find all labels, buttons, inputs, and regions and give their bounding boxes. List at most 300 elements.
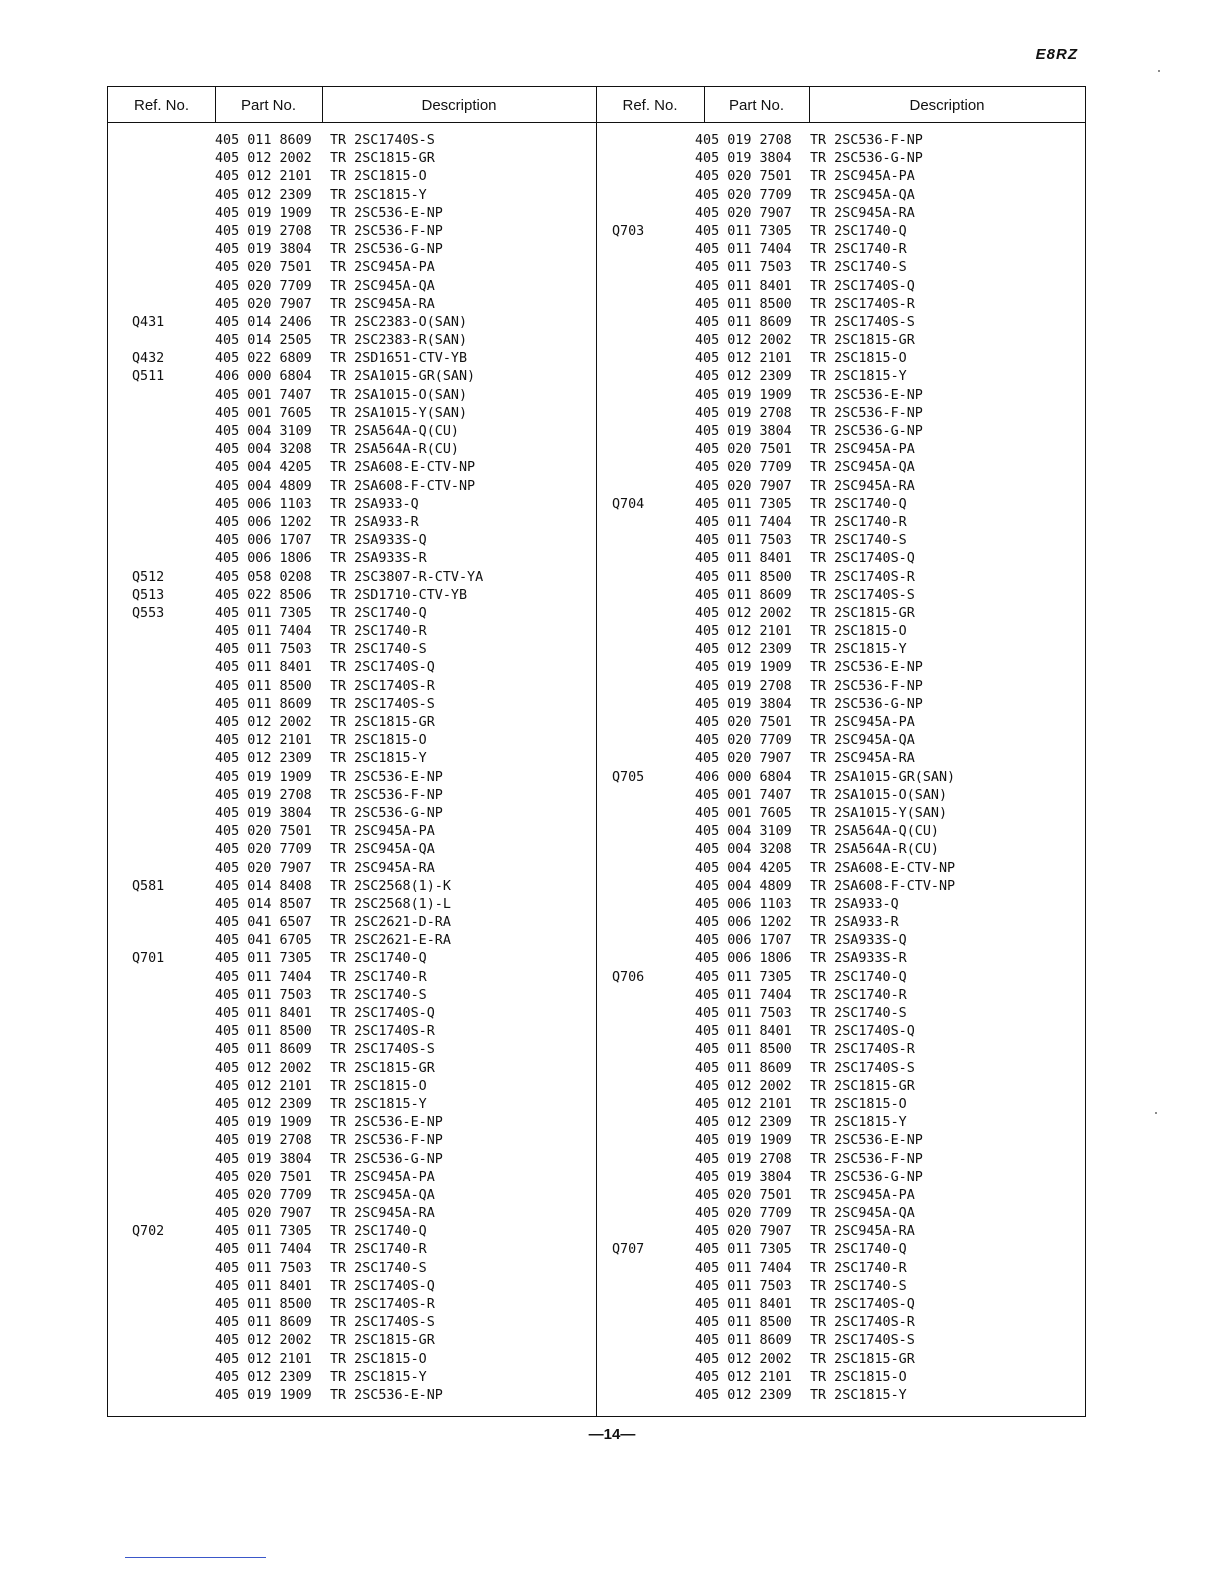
description: TR 2SC1740S-S xyxy=(330,1042,435,1058)
part-no: 405 011 7503 xyxy=(215,1260,312,1276)
part-no: 405 012 2002 xyxy=(695,333,792,349)
table-row xyxy=(596,1114,1085,1132)
part-no: 405 006 1103 xyxy=(215,496,312,512)
part-no: 405 019 1909 xyxy=(215,769,312,785)
part-no: 405 006 1707 xyxy=(695,933,792,949)
header-part-left: Part No. xyxy=(240,97,297,114)
part-no: 405 011 7305 xyxy=(695,223,792,239)
part-no: 405 019 2708 xyxy=(695,133,792,148)
part-no: 405 001 7407 xyxy=(695,787,792,803)
table-row xyxy=(108,914,596,932)
description: TR 2SC1815-GR xyxy=(330,715,435,730)
description: TR 2SC1815-Y xyxy=(330,1096,427,1112)
part-no: 405 004 3109 xyxy=(695,824,792,840)
part-no: 405 020 7907 xyxy=(215,296,312,312)
part-no: 405 012 2309 xyxy=(695,369,792,385)
description: TR 2SA608-F-CTV-NP xyxy=(810,878,956,894)
table-row xyxy=(108,605,596,623)
table-row xyxy=(108,769,596,787)
part-no: 405 011 8500 xyxy=(695,569,792,585)
part-no: 405 011 7305 xyxy=(215,951,312,967)
description: TR 2SC536-G-NP xyxy=(810,1169,923,1185)
description: TR 2SC536-F-NP xyxy=(330,787,443,803)
table-row xyxy=(596,223,1085,241)
description: TR 2SA933S-R xyxy=(810,951,907,967)
part-no: 405 006 1103 xyxy=(695,896,792,912)
table-row xyxy=(596,278,1085,296)
part-no: 405 041 6507 xyxy=(215,915,312,931)
part-no: 405 011 8401 xyxy=(215,1278,312,1294)
description: TR 2SC1815-O xyxy=(330,1078,427,1094)
description: TR 2SC2621-E-RA xyxy=(330,933,451,949)
description: TR 2SC945A-PA xyxy=(330,1169,435,1185)
part-no: 405 011 7503 xyxy=(695,260,792,276)
table-row xyxy=(596,550,1085,568)
table-row xyxy=(108,496,596,514)
part-no: 405 011 8500 xyxy=(695,296,792,312)
description: TR 2SC1740-S xyxy=(330,1260,427,1276)
parts-table xyxy=(107,86,1086,1417)
description: TR 2SC1815-O xyxy=(330,733,427,749)
table-row xyxy=(596,496,1085,514)
part-no: 405 004 4809 xyxy=(695,878,792,894)
part-no: 405 012 2309 xyxy=(695,1115,792,1131)
header-desc-left: Description xyxy=(421,97,497,114)
description: TR 2SC1740-Q xyxy=(810,969,907,985)
description: TR 2SC1740S-R xyxy=(810,296,915,312)
description: TR 2SA933S-Q xyxy=(810,933,907,949)
part-no: 405 019 2708 xyxy=(695,405,792,421)
table-row xyxy=(596,1187,1085,1205)
header-desc-right: Description xyxy=(909,97,985,114)
part-no: 405 011 7503 xyxy=(695,1006,792,1021)
description: TR 2SC1740-S xyxy=(810,533,907,549)
table-row xyxy=(596,1223,1085,1241)
description: TR 2SC1740S-S xyxy=(810,1333,915,1349)
table-row xyxy=(108,205,596,223)
model-code: E8RZ xyxy=(1035,46,1078,63)
part-no: 405 012 2309 xyxy=(695,642,792,658)
description: TR 2SC536-G-NP xyxy=(810,696,923,712)
page-number: —14— xyxy=(588,1426,636,1443)
part-no: 405 011 8500 xyxy=(695,1315,792,1331)
table-row xyxy=(108,350,596,368)
part-no: 405 020 7501 xyxy=(695,442,792,458)
ref-no: Q513 xyxy=(132,587,165,603)
description: TR 2SC1740S-S xyxy=(810,314,915,330)
part-no: 405 020 7907 xyxy=(695,205,792,221)
description: TR 2SC536-E-NP xyxy=(810,387,923,403)
header-ref-left: Ref. No. xyxy=(133,97,190,114)
description: TR 2SC2568(1)-K xyxy=(330,878,451,894)
description: TR 2SC2383-R(SAN) xyxy=(330,333,468,349)
table-row xyxy=(108,550,596,568)
description: TR 2SC1740-Q xyxy=(810,496,907,512)
description: TR 2SD1651-CTV-YB xyxy=(330,351,468,367)
table-row xyxy=(108,423,596,441)
description: TR 2SC1740S-S xyxy=(810,587,915,603)
part-no: 405 020 7709 xyxy=(695,460,792,476)
table-row xyxy=(596,969,1085,987)
table-row xyxy=(596,950,1085,968)
table-row xyxy=(596,860,1085,878)
table-row xyxy=(596,1260,1085,1278)
part-no: 405 012 2002 xyxy=(695,605,792,621)
table-row xyxy=(596,623,1085,641)
part-no: 405 020 7907 xyxy=(215,1206,312,1222)
ref-no: Q701 xyxy=(132,951,165,967)
part-no: 405 020 7907 xyxy=(695,751,792,767)
table-row xyxy=(596,914,1085,932)
part-no: 405 011 7404 xyxy=(695,242,792,258)
part-no: 405 001 7605 xyxy=(695,805,792,821)
part-no: 405 011 8401 xyxy=(695,1297,792,1312)
table-row xyxy=(108,150,596,168)
description: TR 2SC945A-RA xyxy=(330,296,435,312)
description: TR 2SA608-F-CTV-NP xyxy=(330,478,476,494)
part-no: 405 019 2708 xyxy=(215,223,312,239)
table-row xyxy=(108,441,596,459)
footer-rule xyxy=(125,1557,266,1558)
part-no: 405 011 7305 xyxy=(215,605,312,621)
description: TR 2SA608-E-CTV-NP xyxy=(330,460,476,476)
description: TR 2SC1740S-R xyxy=(810,569,915,585)
description: TR 2SD1710-CTV-YB xyxy=(330,587,468,603)
part-no: 405 011 8609 xyxy=(215,1042,312,1058)
part-no: 405 011 8609 xyxy=(215,1315,312,1331)
description: TR 2SC1740-Q xyxy=(810,223,907,239)
description: TR 2SC2568(1)-L xyxy=(330,896,451,912)
part-no: 405 011 8401 xyxy=(215,1006,312,1021)
description: TR 2SC536-G-NP xyxy=(330,805,443,821)
part-no: 405 004 4809 xyxy=(215,478,312,494)
description: TR 2SC1740-R xyxy=(330,969,427,985)
table-row xyxy=(596,1132,1085,1150)
table-row xyxy=(596,332,1085,350)
table-row xyxy=(108,750,596,768)
part-no: 405 022 8506 xyxy=(215,587,312,603)
part-no: 405 019 3804 xyxy=(695,151,792,167)
description: TR 2SA933S-Q xyxy=(330,533,427,549)
table-row xyxy=(596,878,1085,896)
description: TR 2SC945A-RA xyxy=(810,478,915,494)
description: TR 2SC945A-QA xyxy=(810,460,915,476)
table-row xyxy=(596,241,1085,259)
part-no: 405 011 8500 xyxy=(215,1297,312,1312)
part-no: 406 000 6804 xyxy=(695,769,792,785)
table-row xyxy=(108,696,596,714)
part-no: 405 004 4205 xyxy=(695,860,792,876)
part-no: 405 011 8609 xyxy=(695,587,792,603)
table-row xyxy=(596,150,1085,168)
part-no: 406 000 6804 xyxy=(215,369,312,385)
table-row xyxy=(108,1387,596,1405)
table-row xyxy=(108,987,596,1005)
part-no: 405 019 2708 xyxy=(215,1133,312,1149)
part-no: 405 012 2002 xyxy=(215,1060,312,1076)
description: TR 2SC1740-R xyxy=(330,624,427,640)
description: TR 2SC1740S-Q xyxy=(810,551,915,567)
description: TR 2SC1740-S xyxy=(330,987,427,1003)
part-no: 405 011 7305 xyxy=(695,969,792,985)
part-no: 405 012 2002 xyxy=(215,1333,312,1349)
part-no: 405 020 7501 xyxy=(695,1187,792,1203)
table-row xyxy=(596,314,1085,332)
table-row xyxy=(596,205,1085,223)
table-row xyxy=(108,587,596,605)
description: TR 2SC1815-O xyxy=(330,169,427,185)
description: TR 2SC1815-O xyxy=(810,1096,907,1112)
ref-no: Q703 xyxy=(612,223,645,239)
description: TR 2SA933-R xyxy=(810,915,899,931)
description: TR 2SA564A-R(CU) xyxy=(330,442,459,458)
description: TR 2SA608-E-CTV-NP xyxy=(810,860,956,876)
description: TR 2SC536-E-NP xyxy=(330,205,443,221)
part-no: 405 011 7305 xyxy=(695,496,792,512)
part-no: 405 020 7709 xyxy=(695,187,792,203)
description: TR 2SA933-Q xyxy=(810,896,899,912)
part-no: 405 019 3804 xyxy=(695,1169,792,1185)
table-row xyxy=(108,1114,596,1132)
table-row xyxy=(108,387,596,405)
table-row xyxy=(108,132,596,150)
part-no: 405 012 2309 xyxy=(215,751,312,767)
table-row xyxy=(108,1314,596,1332)
part-no: 405 041 6705 xyxy=(215,933,312,949)
part-no: 405 012 2309 xyxy=(695,1387,792,1403)
table-row xyxy=(596,423,1085,441)
part-no: 405 011 7503 xyxy=(695,1278,792,1294)
table-row xyxy=(596,787,1085,805)
table-row xyxy=(596,659,1085,677)
description: TR 2SC945A-PA xyxy=(810,169,915,185)
table-row xyxy=(108,1187,596,1205)
table-row xyxy=(596,1351,1085,1369)
part-no: 405 011 8500 xyxy=(215,678,312,694)
description: TR 2SA564A-Q(CU) xyxy=(330,424,459,439)
table-row xyxy=(596,896,1085,914)
description: TR 2SA933-Q xyxy=(330,496,419,512)
part-no: 405 019 1909 xyxy=(695,387,792,403)
table-row xyxy=(596,932,1085,950)
part-no: 405 020 7501 xyxy=(215,1169,312,1185)
table-row xyxy=(108,532,596,550)
description: TR 2SC1740S-S xyxy=(330,1315,435,1331)
part-no: 405 019 3804 xyxy=(695,696,792,712)
description: TR 2SC1740-Q xyxy=(330,1224,427,1240)
part-no: 405 011 8401 xyxy=(695,1024,792,1040)
description: TR 2SC1815-Y xyxy=(810,642,907,658)
description: TR 2SA1015-GR(SAN) xyxy=(330,369,476,385)
part-no: 405 004 4205 xyxy=(215,460,312,476)
description: TR 2SC536-E-NP xyxy=(330,1115,443,1131)
description: TR 2SC1740S-S xyxy=(330,696,435,712)
table-row xyxy=(108,659,596,677)
part-no: 405 019 3804 xyxy=(215,242,312,258)
table-row xyxy=(108,841,596,859)
part-no: 405 012 2101 xyxy=(215,1351,312,1367)
table-row xyxy=(108,1132,596,1150)
table-row xyxy=(596,678,1085,696)
description: TR 2SA564A-R(CU) xyxy=(810,842,939,858)
table-row xyxy=(596,750,1085,768)
part-no: 405 006 1707 xyxy=(215,533,312,549)
scan-speck xyxy=(1158,70,1160,72)
table-row xyxy=(108,278,596,296)
part-no: 405 020 7501 xyxy=(695,169,792,185)
part-no: 405 012 2002 xyxy=(215,715,312,730)
description: TR 2SC2383-O(SAN) xyxy=(330,314,468,330)
table-row xyxy=(108,623,596,641)
ref-no: Q431 xyxy=(132,314,165,330)
table-row xyxy=(108,1351,596,1369)
part-no: 405 011 7404 xyxy=(695,987,792,1003)
part-no: 405 011 8609 xyxy=(695,1333,792,1349)
description: TR 2SC1815-Y xyxy=(330,187,427,203)
description: TR 2SC945A-RA xyxy=(330,860,435,876)
description: TR 2SC1815-Y xyxy=(330,751,427,767)
description: TR 2SC1740S-R xyxy=(330,1297,435,1312)
description: TR 2SC1815-O xyxy=(810,624,907,640)
table-row xyxy=(108,787,596,805)
description: TR 2SC536-G-NP xyxy=(810,151,923,167)
table-row xyxy=(596,569,1085,587)
part-no: 405 012 2101 xyxy=(695,624,792,640)
description: TR 2SA933S-R xyxy=(330,551,427,567)
part-no: 405 012 2101 xyxy=(215,733,312,749)
description: TR 2SC536-F-NP xyxy=(810,1151,923,1167)
description: TR 2SC945A-QA xyxy=(330,1187,435,1203)
table-row xyxy=(596,805,1085,823)
description: TR 2SC536-G-NP xyxy=(330,242,443,258)
part-no: 405 012 2309 xyxy=(215,1369,312,1385)
table-row xyxy=(108,1278,596,1296)
table-row xyxy=(108,314,596,332)
part-no: 405 011 8500 xyxy=(215,1024,312,1040)
description: TR 2SC536-F-NP xyxy=(810,405,923,421)
description: TR 2SC536-F-NP xyxy=(330,1133,443,1149)
divider xyxy=(322,87,323,122)
table-row xyxy=(596,1332,1085,1350)
part-no: 405 058 0208 xyxy=(215,569,312,585)
part-no: 405 019 2708 xyxy=(695,678,792,694)
table-row xyxy=(108,1078,596,1096)
part-no: 405 011 7404 xyxy=(695,1260,792,1276)
table-row xyxy=(596,1387,1085,1405)
table-row xyxy=(108,405,596,423)
right-column xyxy=(596,132,1085,1405)
part-no: 405 011 8401 xyxy=(695,278,792,294)
description: TR 2SC945A-QA xyxy=(330,278,435,294)
description: TR 2SC945A-PA xyxy=(330,260,435,276)
part-no: 405 019 1909 xyxy=(695,1133,792,1149)
left-column xyxy=(108,132,596,1405)
table-row xyxy=(108,1369,596,1387)
table-row xyxy=(596,1369,1085,1387)
ref-no: Q432 xyxy=(132,351,165,367)
description: TR 2SC945A-RA xyxy=(330,1206,435,1222)
part-no: 405 020 7709 xyxy=(215,842,312,858)
part-no: 405 019 1909 xyxy=(215,205,312,221)
table-row xyxy=(108,478,596,496)
part-no: 405 020 7501 xyxy=(695,715,792,730)
table-row xyxy=(108,823,596,841)
table-row xyxy=(596,696,1085,714)
description: TR 2SA1015-GR(SAN) xyxy=(810,769,956,785)
description: TR 2SC1740-Q xyxy=(330,605,427,621)
description: TR 2SC536-F-NP xyxy=(810,678,923,694)
table-row xyxy=(108,860,596,878)
table-row xyxy=(108,1096,596,1114)
description: TR 2SC1815-Y xyxy=(810,1387,907,1403)
table-row xyxy=(108,969,596,987)
part-no: 405 011 8609 xyxy=(215,133,312,148)
ref-no: Q702 xyxy=(132,1224,165,1240)
table-row xyxy=(596,350,1085,368)
part-no: 405 020 7907 xyxy=(695,478,792,494)
description: TR 2SA1015-O(SAN) xyxy=(330,387,468,403)
table-row xyxy=(596,441,1085,459)
part-no: 405 014 2406 xyxy=(215,314,312,330)
description: TR 2SC1740-R xyxy=(810,514,907,530)
table-row xyxy=(108,1169,596,1187)
description: TR 2SC1740-Q xyxy=(810,1242,907,1258)
part-no: 405 012 2002 xyxy=(695,1351,792,1367)
table-row xyxy=(596,1205,1085,1223)
divider xyxy=(809,87,810,122)
description: TR 2SC1815-GR xyxy=(330,1333,435,1349)
ref-no: Q706 xyxy=(612,969,645,985)
description: TR 2SC1740S-R xyxy=(330,1024,435,1040)
description: TR 2SC1740S-R xyxy=(810,1315,915,1331)
table-row xyxy=(596,1151,1085,1169)
table-row xyxy=(108,259,596,277)
ref-no: Q704 xyxy=(612,496,645,512)
table-row xyxy=(596,259,1085,277)
part-no: 405 011 8401 xyxy=(695,551,792,567)
part-no: 405 019 3804 xyxy=(695,424,792,439)
table-row xyxy=(108,1241,596,1259)
description: TR 2SC1740S-R xyxy=(330,678,435,694)
part-no: 405 020 7709 xyxy=(215,278,312,294)
table-row xyxy=(596,1314,1085,1332)
table-row xyxy=(108,932,596,950)
part-no: 405 011 7404 xyxy=(215,1242,312,1258)
description: TR 2SC1740-S xyxy=(810,1278,907,1294)
description: TR 2SC945A-QA xyxy=(330,842,435,858)
part-no: 405 020 7907 xyxy=(695,1224,792,1240)
ref-no: Q512 xyxy=(132,569,165,585)
description: TR 2SC1740S-S xyxy=(330,133,435,148)
description: TR 2SC1815-GR xyxy=(330,1060,435,1076)
table-row xyxy=(108,732,596,750)
table-row xyxy=(108,1223,596,1241)
part-no: 405 012 2002 xyxy=(695,1078,792,1094)
header-ref-right: Ref. No. xyxy=(622,97,678,114)
table-row xyxy=(596,714,1085,732)
table-row xyxy=(108,296,596,314)
table-row xyxy=(596,1169,1085,1187)
part-no: 405 011 8609 xyxy=(695,1060,792,1076)
table-row xyxy=(108,1023,596,1041)
part-no: 405 019 1909 xyxy=(215,1115,312,1131)
part-no: 405 012 2101 xyxy=(695,351,792,367)
table-row xyxy=(596,769,1085,787)
description: TR 2SC1740-R xyxy=(810,987,907,1003)
part-no: 405 004 3109 xyxy=(215,424,312,439)
table-row xyxy=(596,823,1085,841)
part-no: 405 020 7709 xyxy=(695,733,792,749)
